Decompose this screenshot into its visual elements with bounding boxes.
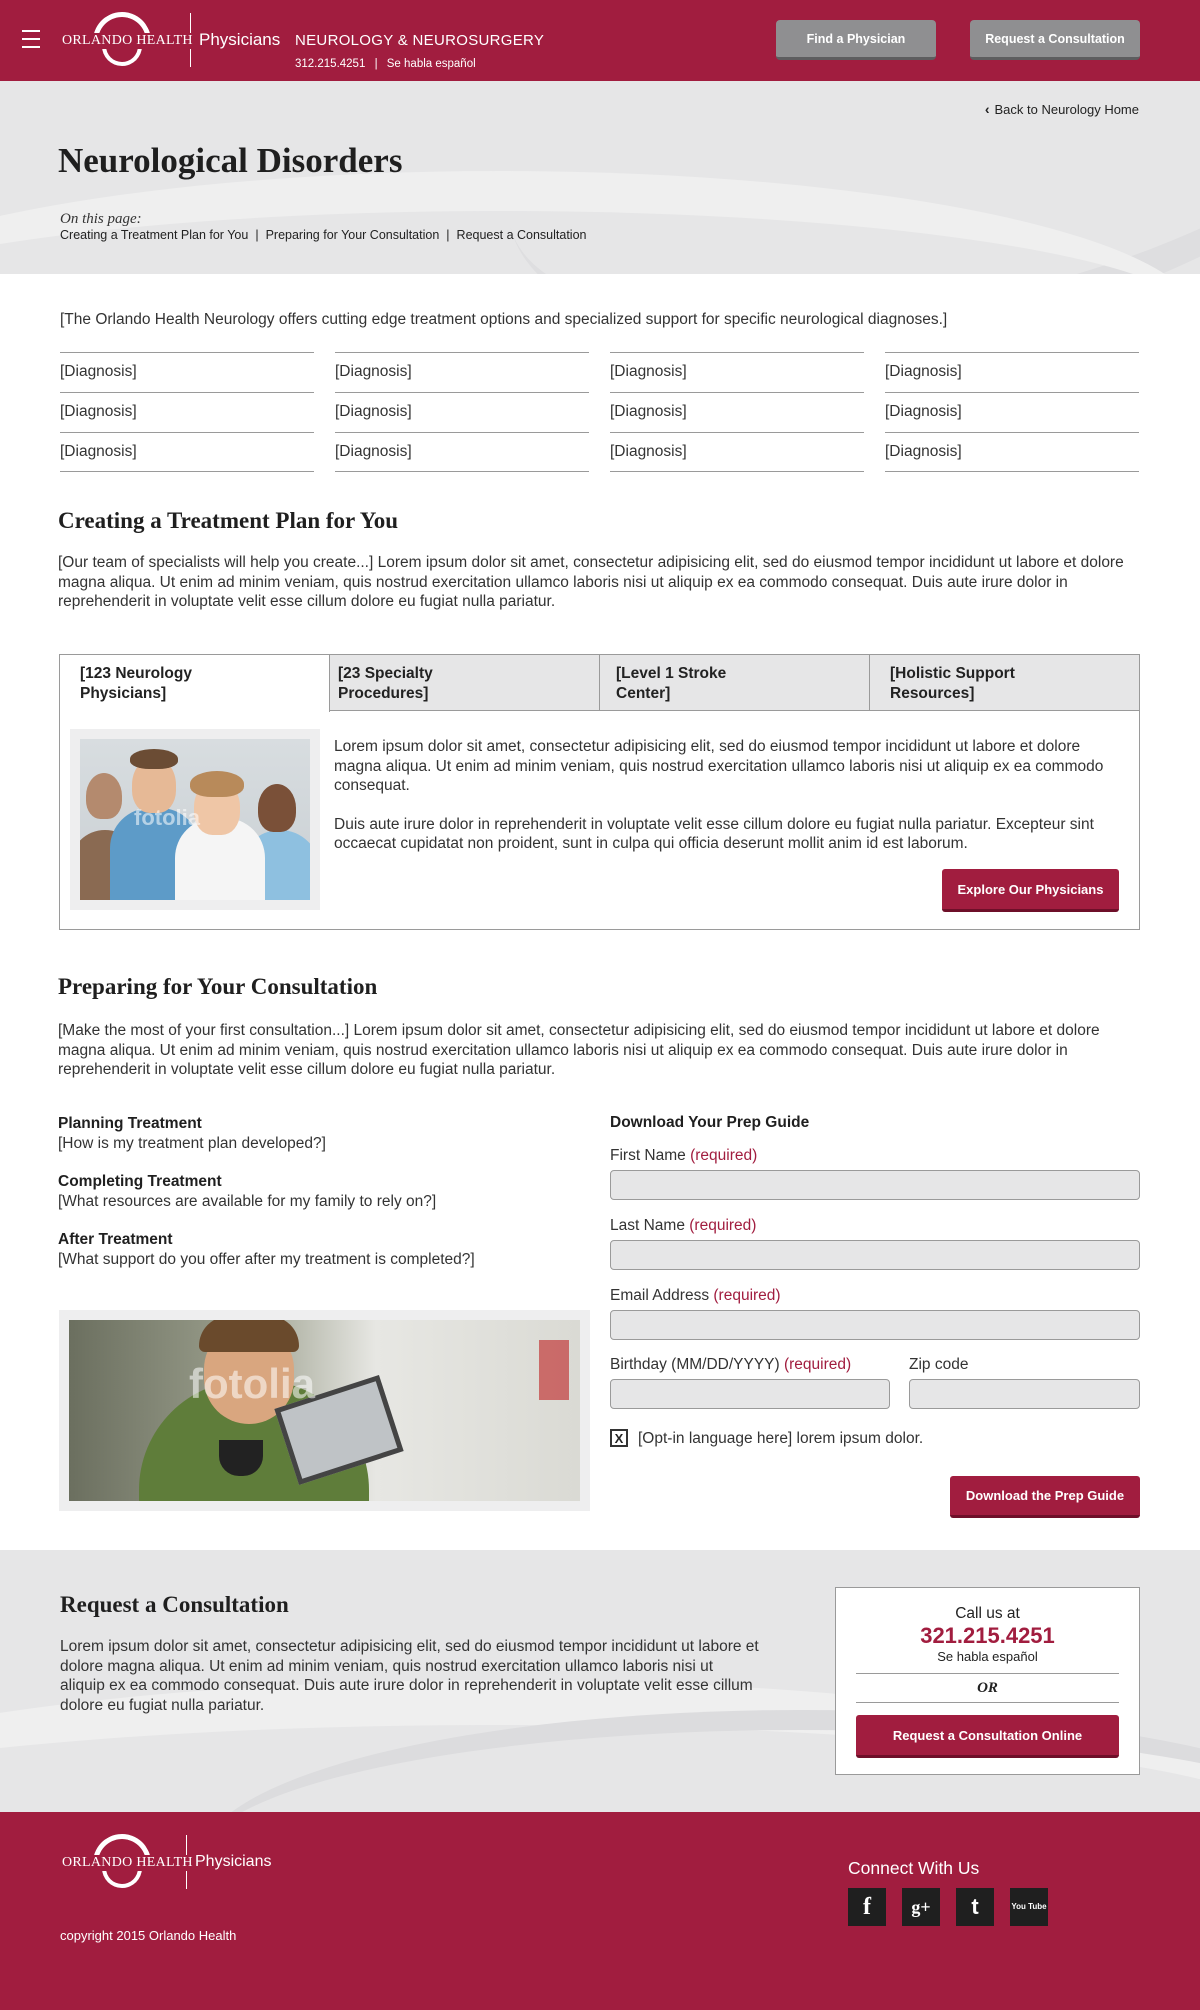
call-box — [835, 1587, 1140, 1775]
diagnosis-link[interactable]: [Diagnosis] — [335, 432, 589, 472]
call-phone[interactable]: 321.215.4251 — [920, 1623, 1055, 1648]
required-marker: (required) — [713, 1287, 781, 1304]
faq-title: After Treatment — [58, 1231, 173, 1248]
optin-label: [Opt-in language here] lorem ipsum dolor. — [638, 1430, 924, 1447]
last-name-text: Last Name — [610, 1217, 685, 1234]
diagnosis-column — [610, 352, 864, 472]
optin-checkbox[interactable]: X — [610, 1429, 628, 1447]
prep-paragraph: [Make the most of your first consultation...] Lorem ipsum dolor sit amet, consectetur adipisicing elit, sed do eiusmod tempor incididunt ut labore et dolore magna aliqua. Ut enim ad minim veniam, quis nostrud exercitation ullamco laboris nisi ut aliquip ex ea commodo consequat. Duis aute irure dolor in reprehenderit in voluptate velit esse cillum dolore eu fugiat nulla pariatur. — [58, 1022, 1100, 1078]
treatment-heading: Creating a Treatment Plan for You — [58, 508, 399, 533]
birthday-label — [610, 1356, 851, 1374]
diagnosis-link[interactable]: [Diagnosis] — [885, 352, 1139, 392]
tab-panel-paragraph: Duis aute irure dolor in reprehenderit in voluptate velit esse cillum dolore eu fugiat nulla pariatur. Excepteur sint occaecat cupidatat non proident, sunt in culpa qui officia deserunt mollit anim id est laborum. — [334, 815, 1094, 852]
treatment-paragraph: [Our team of specialists will help you create...] Lorem ipsum dolor sit amet, consectetur adipisicing elit, sed do eiusmod tempor incididunt ut labore et dolore magna aliqua. Ut enim ad minim veniam, quis nostrud exercitation ullamco laboris nisi ut aliquip ex ea commodo consequat. Duis aute irure dolor in reprehenderit in voluptate velit esse cillum dolore eu fugiat nulla pariatur. — [58, 554, 1124, 610]
call-label: Call us at — [955, 1605, 1020, 1622]
request-consultation-button[interactable]: Request a Consultation — [970, 20, 1140, 60]
chevron-left-icon: ‹ — [984, 101, 990, 117]
anchor-link-request[interactable]: Request a Consultation — [456, 228, 587, 242]
diagnosis-link[interactable]: [Diagnosis] — [60, 352, 314, 392]
tab-panel-paragraph: Lorem ipsum dolor sit amet, consectetur adipisicing elit, sed do eiusmod tempor incididunt ut labore et dolore magna aliqua. Ut enim ad minim veniam, quis nostrud exercitation ullamco laboris nisi ut aliquip ex ea commodo consequat. — [334, 738, 1104, 794]
anchor-link-treatment[interactable]: Creating a Treatment Plan for You — [60, 228, 249, 242]
request-consultation-section — [0, 1550, 1200, 1812]
prep-guide-form-title: Download Your Prep Guide — [610, 1114, 810, 1131]
menu-icon[interactable] — [22, 30, 40, 48]
email-text: Email Address — [610, 1287, 710, 1304]
request-heading: Request a Consultation — [60, 1592, 289, 1617]
department-title: NEUROLOGY & NEUROSURGERY — [295, 32, 545, 49]
tab-label: Center] — [616, 684, 671, 702]
faq-title: Completing Treatment — [58, 1173, 222, 1190]
youtube-icon[interactable]: You Tube — [1010, 1888, 1048, 1926]
required-marker: (required) — [690, 1147, 758, 1164]
tab-label: Physicians] — [80, 684, 167, 702]
tab-label: [Holistic Support — [890, 665, 1015, 682]
find-physician-button[interactable]: Find a Physician — [776, 20, 936, 60]
copyright: copyright 2015 Orlando Health — [60, 1928, 237, 1943]
google-plus-icon[interactable]: g+ — [902, 1888, 940, 1926]
patient-photo — [59, 1310, 590, 1511]
diagnosis-link[interactable]: [Diagnosis] — [335, 352, 589, 392]
diagnosis-column — [60, 352, 314, 472]
diagnosis-link[interactable]: [Diagnosis] — [610, 432, 864, 472]
photo-watermark: fotolia — [134, 805, 200, 830]
diagnosis-link[interactable]: [Diagnosis] — [885, 432, 1139, 472]
birthday-field[interactable] — [610, 1379, 890, 1409]
physicians-photo — [70, 729, 320, 910]
faq-title: Planning Treatment — [58, 1115, 202, 1132]
connect-heading: Connect With Us — [848, 1858, 980, 1878]
back-to-neurology-link[interactable] — [985, 101, 1139, 117]
explore-physicians-button[interactable]: Explore Our Physicians — [942, 869, 1119, 912]
last-name-label — [610, 1217, 756, 1235]
last-name-field[interactable] — [610, 1240, 1140, 1270]
logo-name: ORLANDO HEALTH — [62, 33, 193, 48]
request-paragraph: Lorem ipsum dolor sit amet, consectetur adipisicing elit, sed do eiusmod tempor incididunt ut labore et dolore magna aliqua. Ut enim ad minim veniam, quis nostrud exercitation ullamco laboris nisi ut aliquip ex ea commodo consequat. Duis aute irure dolor in reprehenderit in voluptate velit esse cillum dolore eu fugiat nulla pariatur. — [60, 1638, 759, 1714]
diagnosis-link[interactable]: [Diagnosis] — [610, 352, 864, 392]
faq-question: [What resources are available for my family to rely on?] — [58, 1192, 437, 1210]
diagnosis-link[interactable]: [Diagnosis] — [335, 392, 589, 432]
diagnosis-grid — [60, 352, 1140, 472]
faq-item[interactable] — [58, 1114, 578, 1153]
tab-stroke-center[interactable] — [599, 654, 870, 711]
footer-logo-name: ORLANDO HEALTH — [62, 1855, 193, 1870]
link-separator: | — [255, 228, 259, 242]
first-name-text: First Name — [610, 1147, 686, 1164]
diagnosis-link[interactable]: [Diagnosis] — [885, 392, 1139, 432]
tab-label: [123 Neurology — [80, 665, 192, 682]
orlando-health-logo[interactable] — [60, 12, 280, 68]
hero-banner — [0, 81, 1200, 274]
page-title: Neurological Disorders — [58, 141, 403, 180]
treatment-tabs — [59, 654, 1140, 930]
photo-watermark: fotolia — [189, 1360, 315, 1407]
first-name-field[interactable] — [610, 1170, 1140, 1200]
first-name-label — [610, 1147, 757, 1165]
tab-panel — [59, 710, 1140, 930]
facebook-icon[interactable]: f — [848, 1888, 886, 1926]
diagnosis-link[interactable]: [Diagnosis] — [60, 432, 314, 472]
zip-label: Zip code — [909, 1356, 969, 1373]
required-marker: (required) — [783, 1356, 852, 1373]
email-label — [610, 1287, 781, 1305]
anchor-link-prep[interactable]: Preparing for Your Consultation — [265, 228, 440, 242]
link-separator: | — [446, 228, 450, 242]
request-online-button[interactable]: Request a Consultation Online — [856, 1715, 1119, 1758]
birthday-text: Birthday (MM/DD/YYYY) — [610, 1356, 780, 1373]
header-phone[interactable]: 312.215.4251 — [295, 58, 366, 70]
required-marker: (required) — [689, 1217, 757, 1234]
diagnosis-link[interactable]: [Diagnosis] — [60, 392, 314, 432]
diagnosis-column — [885, 352, 1139, 472]
or-divider: OR — [856, 1673, 1119, 1703]
twitter-icon[interactable]: t — [956, 1888, 994, 1926]
tab-neurology-physicians[interactable] — [59, 654, 330, 712]
header-separator: | — [374, 58, 378, 70]
prep-heading: Preparing for Your Consultation — [58, 974, 378, 999]
tab-label: [23 Specialty — [338, 665, 433, 682]
email-field[interactable] — [610, 1310, 1140, 1340]
tab-panel-text — [334, 737, 1124, 854]
header-spanish: Se habla español — [386, 58, 476, 70]
diagnosis-link[interactable]: [Diagnosis] — [610, 392, 864, 432]
download-prep-guide-button[interactable]: Download the Prep Guide — [950, 1476, 1140, 1518]
faq-item[interactable] — [58, 1172, 578, 1211]
footer-logo-physicians: Physicians — [195, 1853, 272, 1870]
tab-holistic-support[interactable] — [869, 654, 1140, 711]
faq-item[interactable] — [58, 1230, 578, 1269]
site-header — [0, 0, 1200, 81]
faq-question: [How is my treatment plan developed?] — [58, 1134, 326, 1152]
tab-specialty-procedures[interactable] — [329, 654, 600, 711]
intro-text: [The Orlando Health Neurology offers cutting edge treatment options and specialized support for specific neurological diagnoses.] — [60, 311, 948, 328]
logo-physicians: Physicians — [199, 30, 281, 49]
site-footer — [0, 1812, 1200, 2010]
tab-label: Procedures] — [338, 684, 429, 702]
tab-label: [Level 1 Stroke — [616, 665, 727, 682]
faq-question: [What support do you offer after my treatment is completed?] — [58, 1250, 475, 1268]
zip-field[interactable] — [909, 1379, 1140, 1409]
on-this-page-links — [60, 228, 587, 242]
back-link-label: Back to Neurology Home — [994, 101, 1139, 117]
footer-logo[interactable] — [60, 1834, 271, 1890]
header-contact — [295, 58, 476, 70]
on-this-page-label: On this page: — [60, 211, 142, 227]
diagnosis-column — [335, 352, 589, 472]
tab-label: Resources] — [890, 684, 975, 702]
call-spanish: Se habla español — [937, 1649, 1038, 1664]
